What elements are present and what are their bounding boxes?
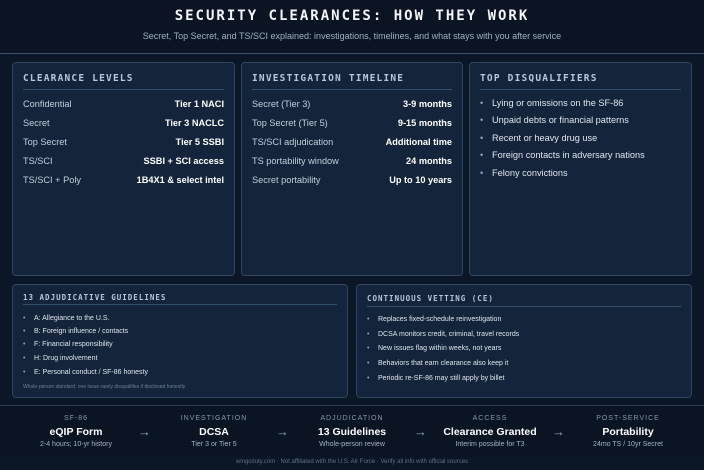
guideline-text: A: Allegiance to the U.S. — [34, 315, 110, 322]
timeline-value: 3-9 months — [402, 99, 452, 109]
bullet-icon: • — [480, 150, 484, 160]
process-flow — [0, 405, 704, 457]
disqualifier-text: Unpaid debts or financial patterns — [492, 115, 629, 125]
bullet-icon: • — [480, 168, 484, 178]
vetting-text: Periodic re-SF-86 may still apply by billet — [378, 375, 505, 382]
arrow-right-icon: → — [276, 424, 289, 439]
investigation-timeline-card — [241, 62, 463, 276]
step-title: Clearance Granted — [443, 426, 537, 438]
timeline-row — [252, 134, 452, 153]
guidelines-footnote: Whole-person standard: one issue rarely disqualifies if disclosed honestly — [23, 384, 186, 390]
clearance-level-name: Confidential — [23, 99, 72, 109]
top-disqualifiers-card — [469, 62, 692, 276]
step-label: POST-SERVICE — [596, 415, 660, 422]
disqualifiers-title: TOP DISQUALIFIERS — [480, 73, 598, 84]
clearance-level-name: Top Secret — [23, 137, 67, 147]
divider — [23, 89, 224, 90]
bullet-icon: • — [367, 345, 370, 352]
bullet-icon: • — [23, 315, 26, 322]
flow-step-sf86 — [16, 406, 136, 458]
disqualifier-text: Recent or heavy drug use — [492, 133, 598, 143]
step-label: ACCESS — [472, 415, 508, 422]
timeline-title: INVESTIGATION TIMELINE — [252, 73, 405, 84]
step-title: DCSA — [199, 426, 229, 438]
clearance-level-tier: Tier 1 NACI — [174, 99, 224, 109]
guidelines-title: 13 ADJUDICATIVE GUIDELINES — [23, 293, 167, 302]
flow-step-post-service — [568, 406, 688, 458]
guideline-text: E: Personal conduct / SF-86 honesty — [34, 369, 149, 376]
clearance-row — [23, 115, 224, 134]
bullet-icon: • — [367, 375, 370, 382]
arrow-right-icon: → — [414, 424, 427, 439]
bullet-icon: • — [367, 316, 370, 323]
vetting-text: Replaces fixed-schedule reinvestigation — [378, 316, 502, 323]
clearance-row — [23, 153, 224, 172]
flow-step-adjudication — [292, 406, 412, 458]
divider — [480, 89, 681, 90]
timeline-label: TS portability window — [252, 156, 339, 166]
page-title: SECURITY CLEARANCES: HOW THEY WORK — [174, 8, 530, 24]
bullet-icon: • — [367, 331, 370, 338]
bullet-icon: • — [480, 133, 484, 143]
bullet-icon: • — [23, 369, 26, 376]
timeline-value: 9-15 months — [397, 118, 452, 128]
timeline-row — [252, 172, 452, 191]
step-subtitle: Tier 3 or Tier 5 — [191, 441, 237, 448]
page-header — [0, 0, 704, 54]
disqualifier-text: Lying or omissions on the SF-86 — [492, 98, 624, 108]
step-title: eQIP Form — [49, 426, 103, 438]
guideline-text: F: Financial responsibility — [34, 341, 113, 348]
arrow-right-icon: → — [138, 424, 151, 439]
step-subtitle: Interim possible for T3 — [455, 441, 525, 448]
bullet-icon: • — [23, 355, 26, 362]
clearance-levels-title: CLEARANCE LEVELS — [23, 73, 134, 84]
clearance-level-name: Secret — [23, 118, 50, 128]
divider — [23, 304, 337, 305]
clearance-row — [23, 172, 224, 191]
clearance-level-name: TS/SCI + Poly — [23, 175, 81, 185]
step-title: Portability — [602, 426, 654, 438]
guideline-text: B: Foreign influence / contacts — [34, 328, 129, 335]
flow-step-access — [430, 406, 550, 458]
clearance-level-tier: 1B4X1 & select intel — [136, 175, 224, 185]
timeline-label: TS/SCI adjudication — [252, 137, 334, 147]
bullet-icon: • — [367, 360, 370, 367]
vetting-text: Behaviors that earn clearance also keep it — [378, 360, 509, 367]
divider — [252, 89, 452, 90]
adjudicative-guidelines-card — [12, 284, 348, 398]
bullet-icon: • — [480, 115, 484, 125]
step-subtitle: Whole-person review — [319, 441, 385, 448]
timeline-row — [252, 115, 452, 134]
timeline-value: 24 months — [406, 156, 452, 166]
clearance-level-tier: Tier 5 SSBI — [175, 137, 224, 147]
flow-step-investigation — [154, 406, 274, 458]
clearance-level-name: TS/SCI — [23, 156, 53, 166]
continuous-vetting-card — [356, 284, 692, 398]
bullet-icon: • — [480, 98, 484, 108]
timeline-value: Up to 10 years — [389, 175, 452, 185]
bullet-icon: • — [23, 328, 26, 335]
step-label: INVESTIGATION — [180, 415, 248, 422]
page-subtitle: Secret, Top Secret, and TS/SCI explained: investigations, timelines, and what stays with you after service — [142, 31, 562, 41]
clearance-level-tier: Tier 3 NACLC — [164, 118, 224, 128]
vetting-text: New issues flag within weeks, not years — [378, 345, 502, 352]
step-subtitle: 2-4 hours; 10-yr history — [40, 441, 112, 448]
timeline-row — [252, 153, 452, 172]
bullet-icon: • — [23, 341, 26, 348]
divider — [367, 306, 681, 307]
step-label: ADJUDICATION — [320, 415, 384, 422]
timeline-label: Top Secret (Tier 5) — [252, 118, 328, 128]
timeline-value: Additional time — [385, 137, 452, 147]
disqualifier-text: Foreign contacts in adversary nations — [492, 150, 645, 160]
step-subtitle: 24mo TS / 10yr Secret — [593, 441, 663, 448]
step-title: 13 Guidelines — [317, 426, 387, 438]
arrow-right-icon: → — [552, 424, 565, 439]
vetting-title: CONTINUOUS VETTING (CE) — [367, 294, 494, 303]
timeline-label: Secret portability — [252, 175, 321, 185]
clearance-levels-card — [12, 62, 235, 276]
clearance-row — [23, 134, 224, 153]
disqualifier-text: Felony convictions — [492, 168, 568, 178]
step-label: SF-86 — [63, 415, 89, 422]
clearance-row — [23, 96, 224, 115]
vetting-text: DCSA monitors credit, criminal, travel records — [378, 331, 520, 338]
guideline-text: H: Drug involvement — [34, 355, 98, 362]
timeline-label: Secret (Tier 3) — [252, 99, 311, 109]
timeline-row — [252, 96, 452, 115]
clearance-level-tier: SSBI + SCI access — [143, 156, 224, 166]
page-footer: wingcduty.com · Not affiliated with the U.S. Air Force · Verify all info with official sources — [235, 459, 469, 465]
